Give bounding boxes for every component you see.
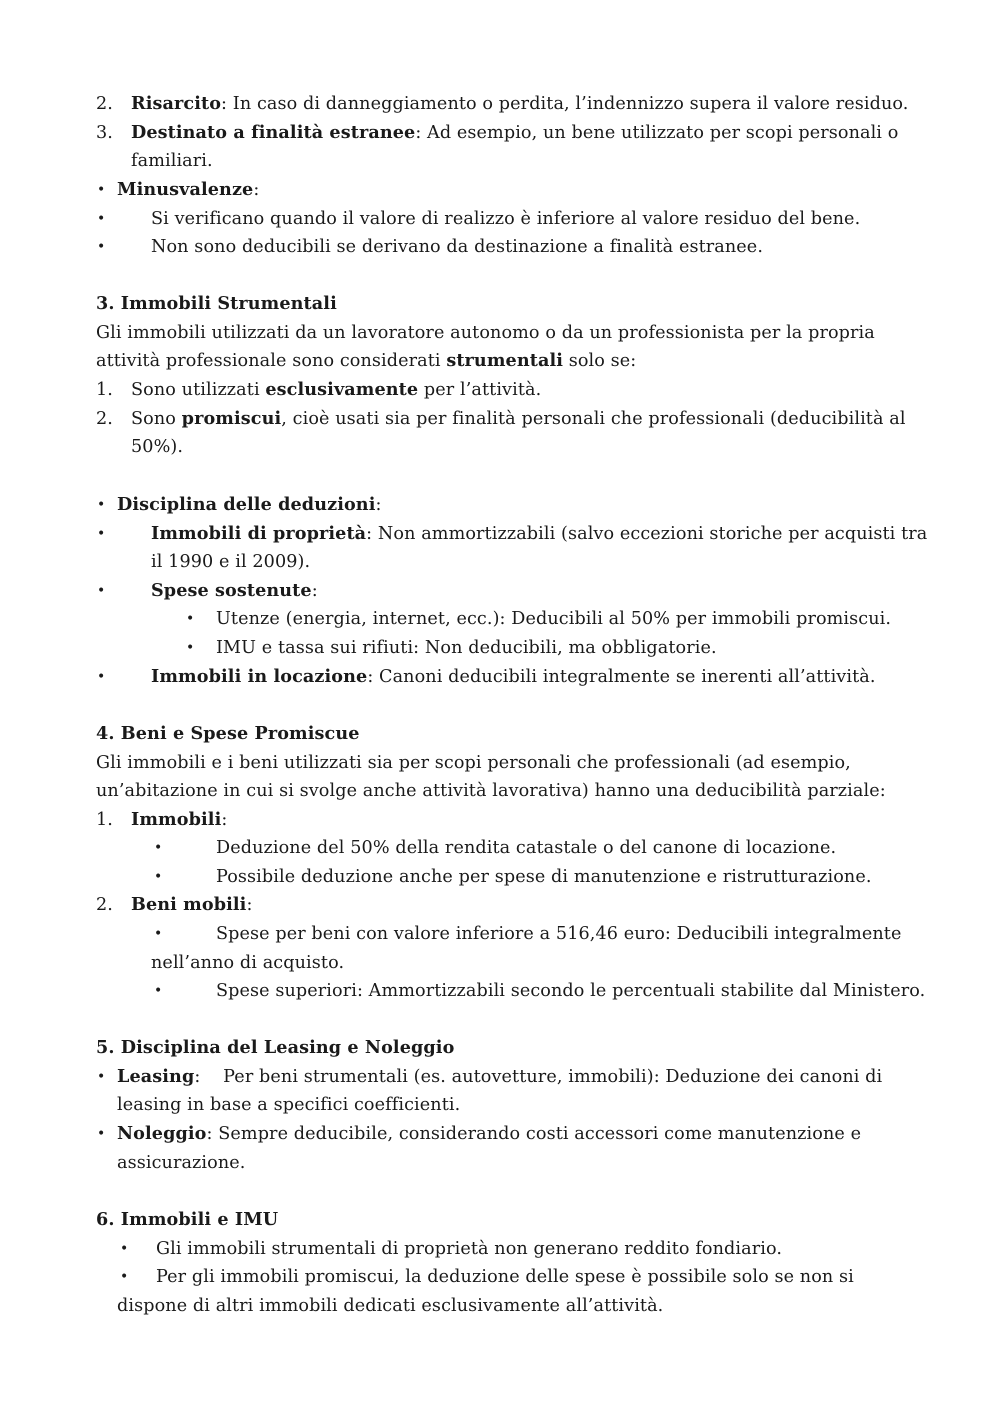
paragraph-line: un’abitazione in cui si svolge anche attività lavorativa) hanno una deducibilità parziale: xyxy=(96,781,886,801)
noleggio-item xyxy=(117,1122,861,1146)
colon: : xyxy=(246,895,253,915)
bullet: • xyxy=(154,983,163,999)
bullet: • xyxy=(154,926,163,942)
sub-item: Utenze (energia, internet, ecc.): Deducibili al 50% per immobili promiscui. xyxy=(216,609,892,629)
deduction-item xyxy=(151,579,318,603)
list-number: 2. xyxy=(96,409,113,429)
term-proprieta: Immobili di proprietà xyxy=(151,523,367,544)
section-heading-5: 5. Disciplina del Leasing e Noleggio xyxy=(96,1037,455,1058)
minusvalenze-heading xyxy=(117,178,259,202)
term-locazione: Immobili in locazione xyxy=(151,666,368,687)
text: Sono xyxy=(131,409,182,429)
deduction-item xyxy=(151,665,876,689)
list-number: 1. xyxy=(96,810,113,830)
bullet: • xyxy=(97,1126,106,1142)
bullet: • xyxy=(97,497,106,513)
bullet: • xyxy=(97,669,106,685)
list-item xyxy=(131,407,906,431)
list-number: 1. xyxy=(96,380,113,400)
text: attività professionale sono considerati xyxy=(96,351,447,371)
term-strumentali: strumentali xyxy=(446,350,564,371)
term-leasing: Leasing xyxy=(117,1066,195,1087)
bullet: • xyxy=(154,840,163,856)
list-item xyxy=(131,893,253,917)
deduction-item-continuation: il 1990 e il 2009). xyxy=(151,552,311,572)
sub-item: Possibile deduzione anche per spese di manutenzione e ristrutturazione. xyxy=(216,867,872,887)
term-promiscui: promiscui xyxy=(181,408,282,429)
bullet: • xyxy=(97,1069,106,1085)
text: Sono utilizzati xyxy=(131,380,266,400)
colon: : xyxy=(311,581,318,601)
paragraph-line: Gli immobili e i beni utilizzati sia per scopi personali che professionali (ad esempio, xyxy=(96,753,851,773)
imu-item-continuation: dispone di altri immobili dedicati esclusivamente all’attività. xyxy=(117,1296,664,1316)
bullet: • xyxy=(97,583,106,599)
sub-item-continuation: nell’anno di acquisto. xyxy=(151,953,345,973)
text: , cioè usati sia per finalità personali che professionali (deducibilità al xyxy=(281,409,906,429)
term-esclusivamente: esclusivamente xyxy=(265,379,419,400)
list-item-continuation: 50%). xyxy=(131,437,184,457)
text: solo se: xyxy=(563,351,637,371)
bullet: • xyxy=(120,1269,129,1285)
text: : Sempre deducibile, considerando costi accessori come manutenzione e xyxy=(206,1124,862,1144)
section-heading-4: 4. Beni e Spese Promiscue xyxy=(96,723,360,744)
bullet: • xyxy=(97,239,106,255)
section-heading-6: 6. Immobili e IMU xyxy=(96,1209,279,1230)
list-item xyxy=(131,378,541,402)
colon: : xyxy=(221,810,228,830)
bullet: • xyxy=(186,611,195,627)
list-item-text: : In caso di danneggiamento o perdita, l’indennizzo supera il valore residuo. xyxy=(221,94,909,114)
text: : Per beni strumentali (es. autovetture, immobili): Deduzione dei canoni di xyxy=(194,1067,883,1087)
sub-item: Spese per beni con valore inferiore a 516,46 euro: Deducibili integralmente xyxy=(216,924,902,944)
bullet: • xyxy=(97,182,106,198)
paragraph-line xyxy=(96,349,636,373)
colon: : xyxy=(253,180,260,200)
list-item-risarcito xyxy=(131,92,908,116)
term-spese: Spese sostenute xyxy=(151,580,312,601)
term-risarcito: Risarcito xyxy=(131,93,222,114)
bullet: • xyxy=(97,211,106,227)
bullet: • xyxy=(120,1241,129,1257)
list-item xyxy=(131,808,227,832)
deduction-item xyxy=(151,522,927,546)
sub-item: IMU e tassa sui rifiuti: Non deducibili, ma obbligatorie. xyxy=(216,638,717,658)
text: : Non ammortizzabili (salvo eccezioni storiche per acquisti tra xyxy=(366,524,928,544)
section-heading-3: 3. Immobili Strumentali xyxy=(96,293,337,314)
sub-item: Spese superiori: Ammortizzabili secondo le percentuali stabilite dal Ministero. xyxy=(216,981,926,1001)
minusvalenze-item: Non sono deducibili se derivano da destinazione a finalità estranee. xyxy=(151,237,764,257)
list-item-finalita xyxy=(131,121,898,145)
bullet: • xyxy=(154,869,163,885)
term-immobili: Immobili xyxy=(131,809,222,830)
leasing-item xyxy=(117,1065,882,1089)
imu-item: Gli immobili strumentali di proprietà non generano reddito fondiario. xyxy=(156,1239,783,1259)
bullet: • xyxy=(186,640,195,656)
list-number: 2. xyxy=(96,895,113,915)
leasing-item-continuation: leasing in base a specifici coefficienti. xyxy=(117,1095,461,1115)
bullet: • xyxy=(97,526,106,542)
list-number: 2. xyxy=(96,94,113,114)
sub-item: Deduzione del 50% della rendita catastale o del canone di locazione. xyxy=(216,838,837,858)
term-noleggio: Noleggio xyxy=(117,1123,207,1144)
paragraph-line: Gli immobili utilizzati da un lavoratore autonomo o da un professionista per la propria xyxy=(96,323,875,343)
noleggio-item-continuation: assicurazione. xyxy=(117,1153,246,1173)
text: per l’attività. xyxy=(418,380,542,400)
list-item-text: : Ad esempio, un bene utilizzato per scopi personali o xyxy=(415,123,899,143)
colon: : xyxy=(375,495,382,515)
imu-item: Per gli immobili promiscui, la deduzione delle spese è possibile solo se non si xyxy=(156,1267,854,1287)
term-disciplina: Disciplina delle deduzioni xyxy=(117,494,376,515)
disciplina-heading xyxy=(117,493,382,517)
minusvalenze-item: Si verificano quando il valore di realizzo è inferiore al valore residuo del bene. xyxy=(151,209,861,229)
term-minusvalenze: Minusvalenze xyxy=(117,179,254,200)
term-finalita: Destinato a finalità estranee xyxy=(131,122,416,143)
list-number: 3. xyxy=(96,123,113,143)
term-beni-mobili: Beni mobili xyxy=(131,894,247,915)
text: : Canoni deducibili integralmente se inerenti all’attività. xyxy=(367,667,876,687)
list-item-continuation: familiari. xyxy=(131,151,213,171)
